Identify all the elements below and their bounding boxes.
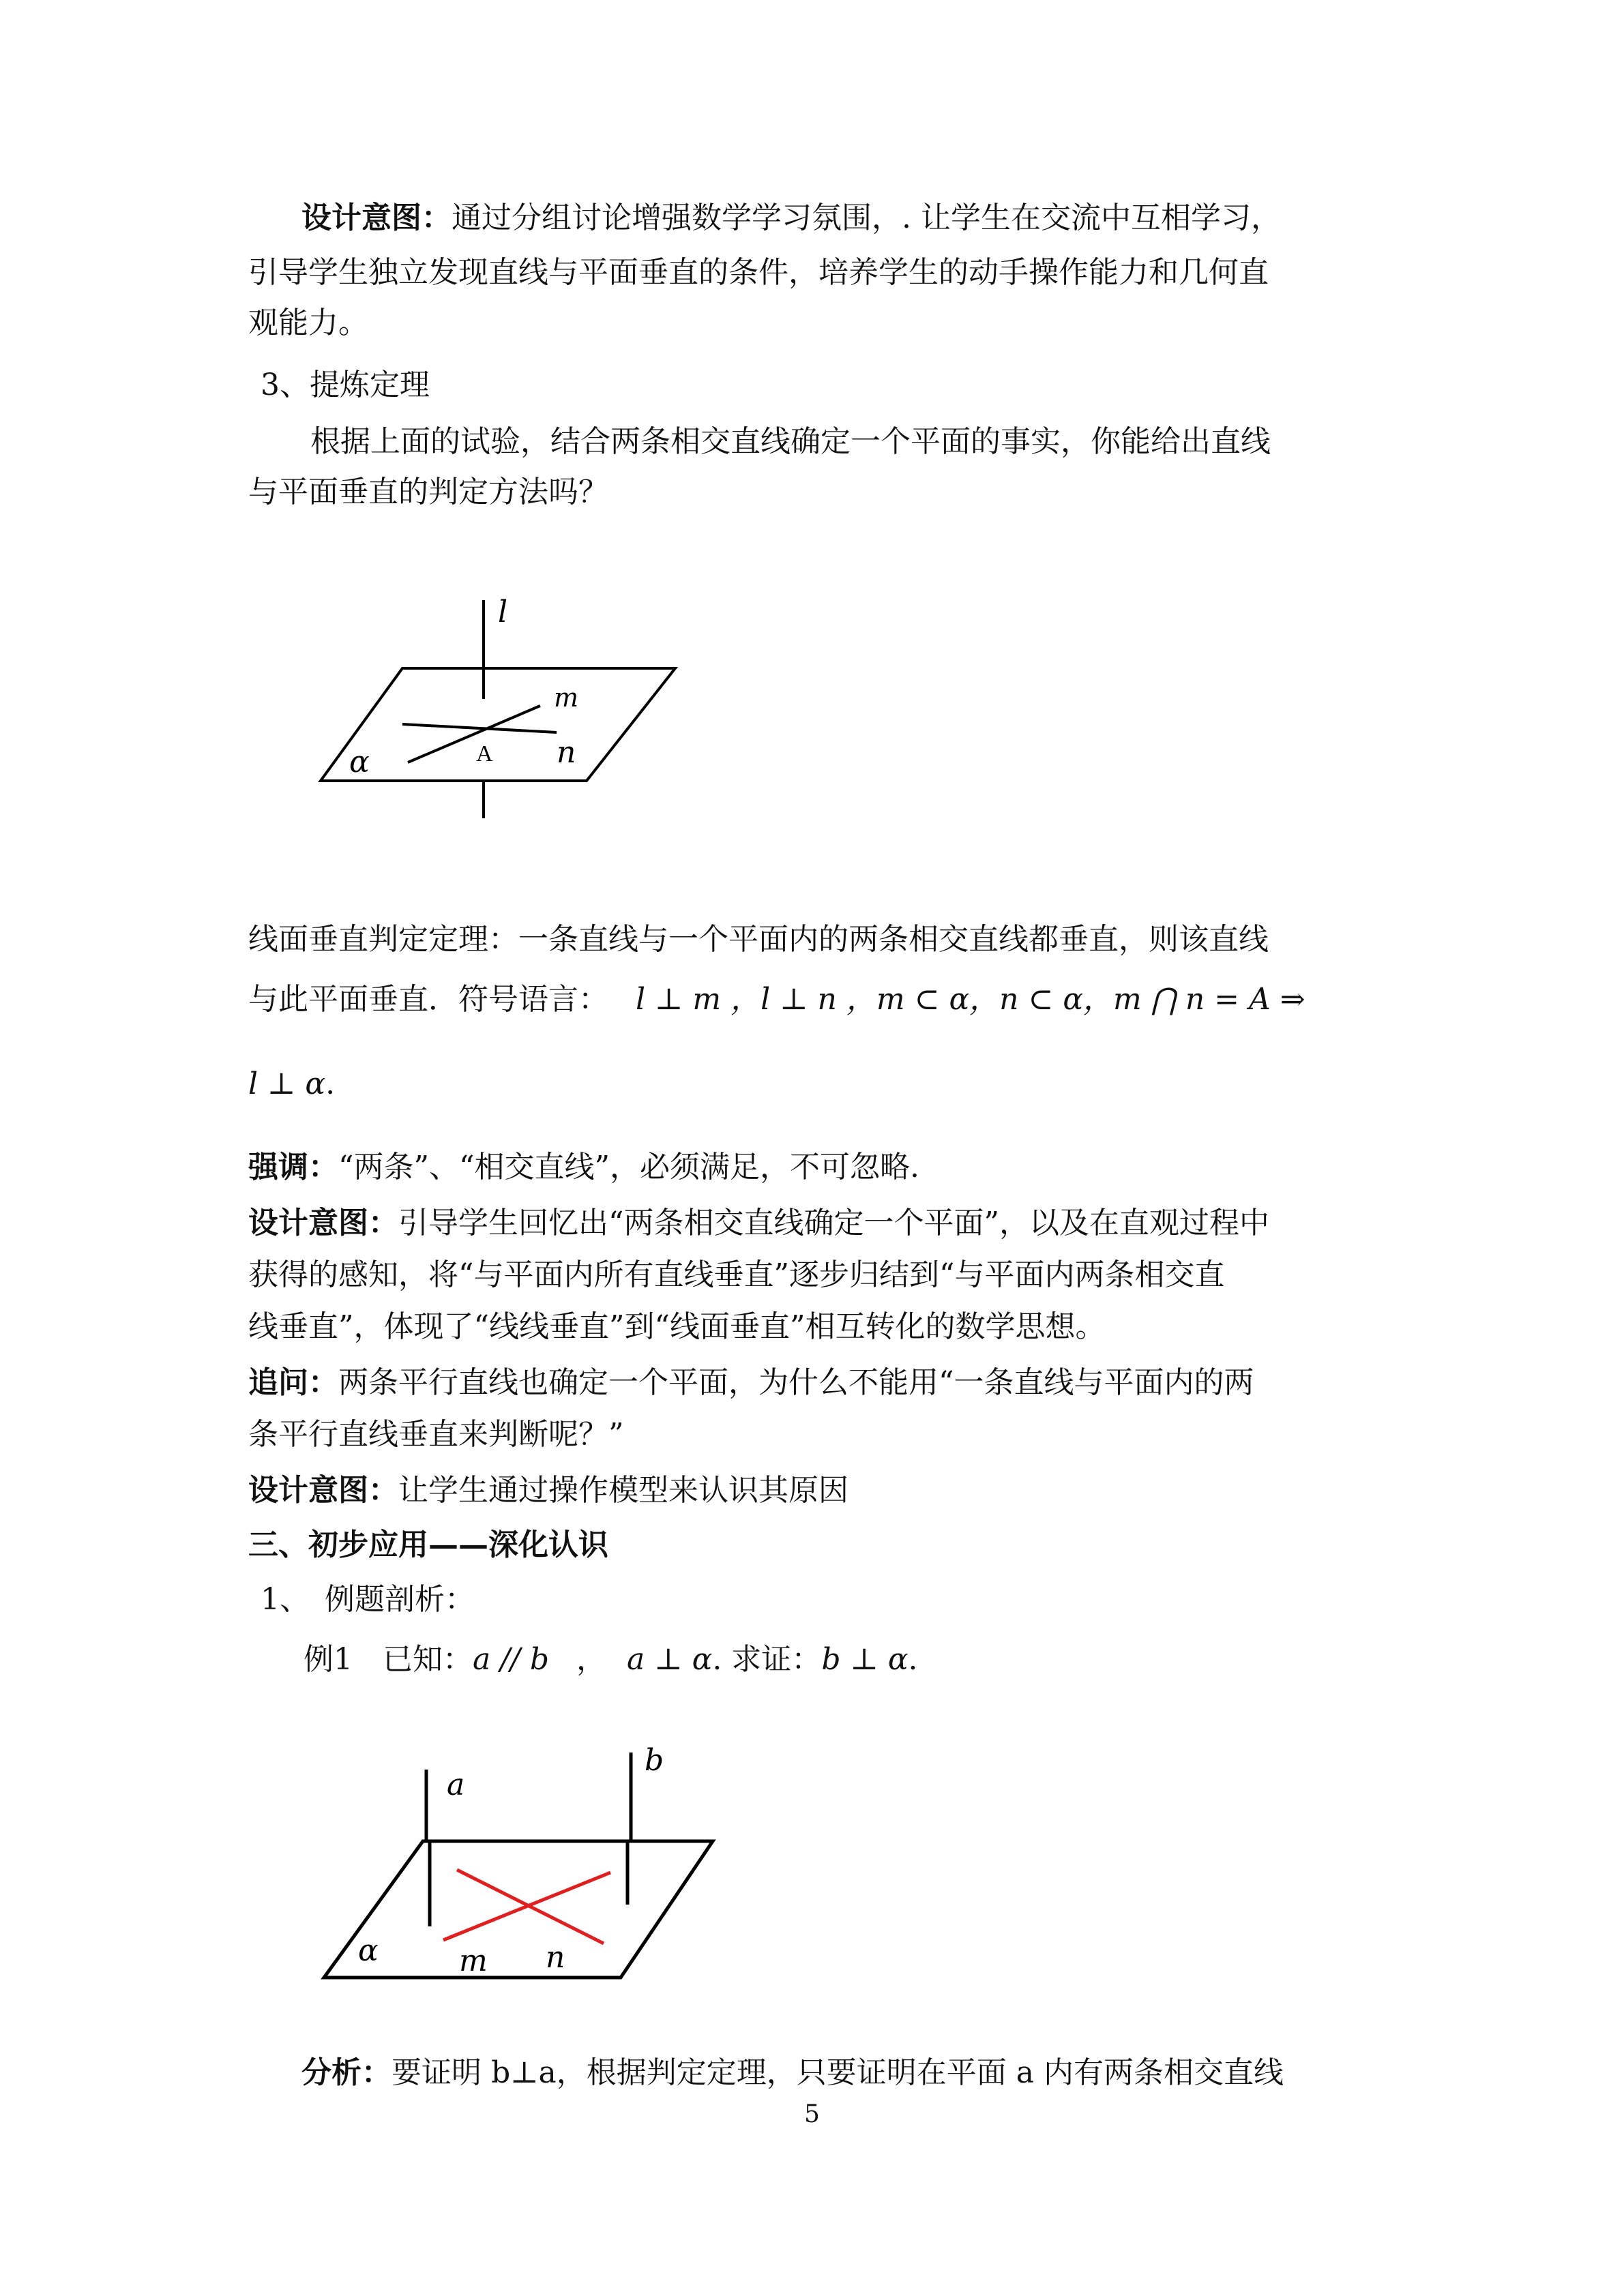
example-1-statement (304, 1639, 918, 1680)
label-n: n (557, 735, 576, 770)
figure-parallel-lines-perpendicular-plane (310, 1739, 733, 1998)
follow-up-line-2: 条平行直线垂直来判断呢？” (248, 1417, 624, 1452)
design-intent-text: 引导学生回忆出“两条相交直线确定一个平面”，以及在直观过程中 (398, 1206, 1269, 1240)
design-intent-text: 通过分组讨论增强数学学习氛围，. 让学生在交流中互相学习， (452, 200, 1281, 235)
follow-up-label: 追问： (248, 1365, 338, 1400)
prove-b-perp-alpha: b ⊥ α (821, 1642, 909, 1677)
theorem-period: . (325, 1067, 336, 1101)
subheading-example-analysis: 1、 例题剖析： (261, 1582, 475, 1617)
page-number: 5 (804, 2100, 820, 2128)
design-intent-text: 让学生通过操作模型来认识其原因 (398, 1473, 848, 1508)
analysis-label: 分析： (301, 2055, 392, 2090)
figure-line-perpendicular-plane (300, 586, 696, 832)
design-intent-1-line-1 (301, 198, 1281, 239)
analysis-line (301, 2053, 1284, 2093)
label-m: m (459, 1943, 488, 1978)
follow-up-line-1 (248, 1362, 1254, 1403)
theorem-line-1: 线面垂直判定定理：一条直线与一个平面内的两条相交直线都垂直，则该直线 (248, 922, 1269, 957)
emphasis-text: “两条”、“相交直线”，必须满足，不可忽略. (338, 1150, 919, 1184)
example-1-prove-label: . 求证： (712, 1642, 822, 1677)
design-intent-2-line-2: 获得的感知，将“与平面内所有直线垂直”逐步归结到“与平面内两条相交直 (248, 1257, 1225, 1292)
theorem-symbolic-expression: l ⊥ m ，l ⊥ n ，m ⊂ α，n ⊂ α，m ⋂ n = A ⇒ (636, 982, 1305, 1017)
design-intent-3-line (248, 1470, 848, 1511)
design-intent-label: 设计意图： (301, 200, 452, 235)
label-m: m (554, 683, 579, 713)
design-intent-label: 设计意图： (248, 1473, 398, 1508)
section-heading-three: 三、初步应用——深化认识 (248, 1527, 608, 1562)
emphasis-label: 强调： (248, 1150, 338, 1184)
question-line-1: 根据上面的试验，结合两条相交直线确定一个平面的事实，你能给出直线 (310, 424, 1271, 459)
emphasis-line (248, 1147, 919, 1188)
follow-up-text: 两条平行直线也确定一个平面，为什么不能用“一条直线与平面内的两 (338, 1365, 1254, 1400)
label-alpha: α (358, 1933, 379, 1968)
question-line-2: 与平面垂直的判定方法吗？ (248, 475, 608, 509)
design-intent-1-line-3: 观能力。 (248, 305, 368, 340)
label-b: b (645, 1743, 664, 1778)
line-m-red (443, 1873, 610, 1940)
example-1-period: . (908, 1642, 918, 1677)
section-heading-3: 3、提炼定理 (261, 368, 430, 402)
theorem-symbolic-prefix: 与此平面垂直．符号语言： (248, 982, 608, 1017)
line-m (408, 706, 540, 762)
given-a-parallel-b: a // b (473, 1642, 550, 1677)
theorem-conclusion: l ⊥ α (248, 1067, 326, 1101)
theorem-line-2 (248, 979, 1305, 1020)
design-intent-2-line-1 (248, 1203, 1269, 1244)
design-intent-label: 设计意图： (248, 1206, 398, 1240)
design-intent-2-line-3: 线垂直”，体现了“线线垂直”到“线面垂直”相互转化的数学思想。 (248, 1309, 1106, 1344)
theorem-line-3 (248, 1064, 335, 1105)
label-point-a: A (476, 741, 493, 766)
label-alpha: α (349, 745, 370, 779)
design-intent-1-line-2: 引导学生独立发现直线与平面垂直的条件，培养学生的动手操作能力和几何直 (248, 255, 1269, 290)
label-l: l (498, 595, 508, 629)
example-1-prefix: 例1 已知： (304, 1642, 473, 1677)
example-1-separator: ， (576, 1642, 607, 1677)
given-a-perp-alpha: a ⊥ α (627, 1642, 713, 1677)
label-a: a (447, 1768, 465, 1802)
analysis-text: 要证明 b⊥a，根据判定定理，只要证明在平面 a 内有两条相交直线 (392, 2055, 1284, 2090)
label-n: n (546, 1940, 565, 1975)
